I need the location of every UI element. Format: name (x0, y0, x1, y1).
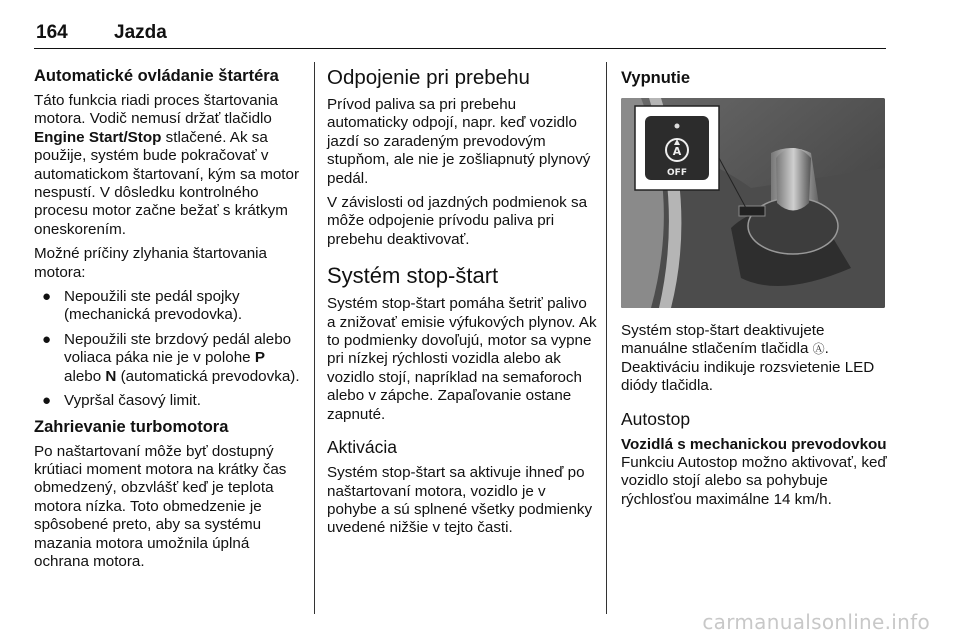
paragraph: Systém stop-štart deaktivujete manuálne stlačením tlačidla Ⓐ. Deaktiváciu indikuje rozsvietenie LED diódy tlačidla. (621, 322, 875, 395)
page-number: 164 (36, 22, 68, 43)
watermark: carmanualsonline.info (702, 610, 930, 634)
paragraph: Systém stop-štart pomáha šetriť palivo a znižovať emisie výfukových plynov. Ak to podmienky dovoľujú, motor sa vypne pri nízkej rýchlosti vozidla alebo ak vozidlo stojí, napríklad na semaforoch alebo v zápche. Zapaľovanie ostane zapnuté. (327, 295, 597, 423)
off-label: OFF (667, 168, 687, 178)
section-heading-overrun: Odpojenie pri prebehu (327, 66, 530, 89)
bullet-list (34, 288, 302, 410)
column-3 (621, 66, 889, 515)
paragraph: Prívod paliva sa pri prebehu automaticky odpojí, napr. keď vozidlo jazdí so zaradeným prevodovým stupňom, ale nie je zošliapnutý plynový pedál. (327, 96, 591, 187)
section-heading-autostop: Autostop (621, 408, 691, 429)
paragraph: Po naštartovaní môže byť dostupný krútiaci moment motora na krátky čas obmedzený, obzvlášť keď je teplota motora nízka. Toto obmedzenie je spôsobené preto, aby sa systému mazania motora umožnila úplná ochrana motora. (34, 442, 287, 570)
section-heading-turbo: Zahrievanie turbomotora (34, 417, 229, 436)
gear-shifter-photo (621, 98, 885, 308)
column-1 (34, 66, 302, 577)
chapter-title: Jazda (114, 22, 167, 43)
column-divider (606, 62, 607, 614)
svg-text:A: A (672, 145, 682, 158)
section-heading-auto-starter: Automatické ovládanie štartéra (34, 67, 279, 85)
section-heading-stop-start: Systém stop-štart (327, 263, 499, 289)
column-divider (314, 62, 315, 614)
section-heading-switch-off: Vypnutie (621, 69, 691, 87)
paragraph: Táto funkcia riadi proces štartovania motora. Vodič nemusí držať tlačidlo Engine Start/Stop stlačené. Ak sa použije, systém bude pokračovať v automatickom štartovaní, kým sa motor nespustí. V dôsledku kontrolného procesu motor začne bežať s krátkym oneskorením. (34, 92, 300, 238)
page-header (34, 22, 886, 49)
column-2 (327, 66, 599, 544)
paragraph: Systém stop-štart sa aktivuje ihneď po naštartovaní motora, vozidlo je v pohybe a sú splnené všetky podmienky uvedené nižšie v tejto časti. (327, 464, 593, 537)
paragraph: V závislosti od jazdných podmienok sa môže odpojenie prívodu paliva pri prebehu deaktivovať. (327, 194, 588, 248)
list-item: ● Nepoužili ste brzdový pedál alebo voliaca páka nie je v polohe P alebo N (automatická prevodovka). (42, 330, 300, 385)
section-heading-activation: Aktivácia (327, 437, 398, 458)
paragraph: Možné príčiny zlyhania štartovania motora: (34, 245, 267, 281)
stop-start-off-icon: Ⓐ (812, 342, 825, 357)
paragraph: Funkciu Autostop možno aktivovať, keď vozidlo stojí alebo sa pohybuje rýchlosťou maximálne 14 km/h. (621, 454, 887, 508)
subheading-manual-transmission: Vozidlá s mechanickou prevodovkou (621, 435, 887, 453)
list-item: ● Nepoužili ste pedál spojky (mechanická prevodovka). (42, 288, 243, 324)
list-item: ● Vypršal časový limit. (42, 392, 201, 410)
